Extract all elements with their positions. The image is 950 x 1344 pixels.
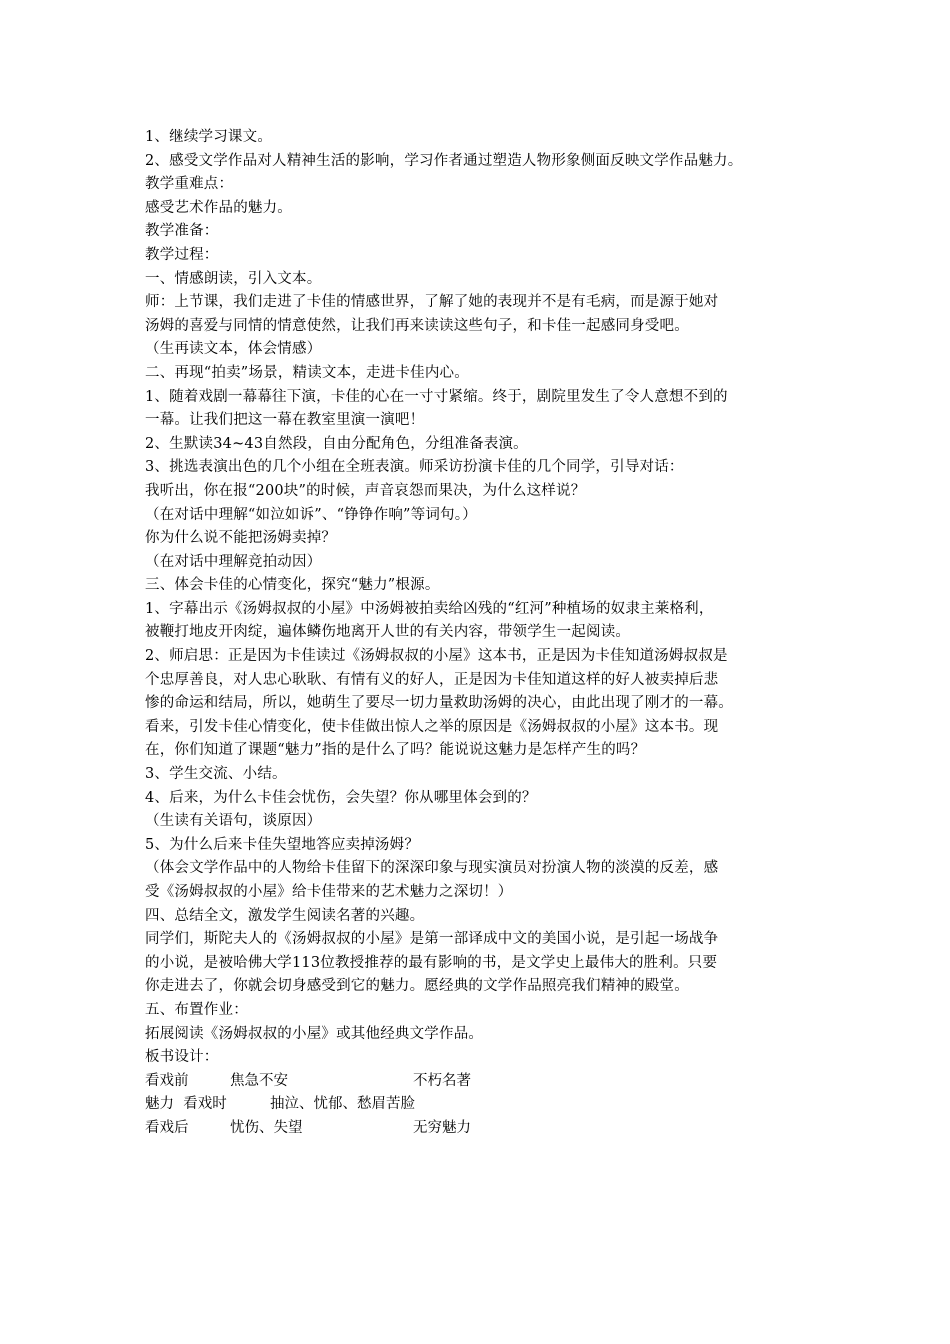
board-cell: 魅力 看戏时 [145, 1096, 227, 1113]
paragraph-line: （生再读文本，体会情感） [145, 341, 322, 358]
paragraph-line: 2、生默读34~43自然段，自由分配角色，分组准备表演。 [145, 435, 528, 452]
board-cell: 焦急不安 [230, 1072, 288, 1089]
paragraph-line: 5、为什么后来卡佳失望地答应卖掉汤姆？ [145, 836, 420, 853]
heading-preparation: 教学准备： [145, 223, 219, 240]
paragraph-line: 个忠厚善良，对人忠心耿耿、有情有义的好人，正是因为卡佳知道这样的好人被卖掉后悲 [145, 671, 719, 688]
paragraph-line: 汤姆的喜爱与同情的情意使然，让我们再来读读这些句子，和卡佳一起感同身受吧。 [145, 317, 689, 334]
section-2-title: 二、再现“拍卖”场景，精读文本，走进卡佳内心。 [145, 364, 469, 381]
paragraph-line: 一幕。让我们把这一幕在教室里演一演吧！ [145, 412, 425, 429]
board-row-1 [145, 1070, 825, 1094]
paragraph-line: 3、学生交流、小结。 [145, 766, 287, 783]
paragraph-line: 拓展阅读《汤姆叔叔的小屋》或其他经典文学作品。 [145, 1025, 484, 1042]
paragraph-line: 同学们，斯陀夫人的《汤姆叔叔的小屋》是第一部译成中文的美国小说，是引起一场战争 [145, 931, 719, 948]
paragraph-line: 4、后来，为什么卡佳会忧伤，会失望？你从哪里体会到的？ [145, 789, 537, 806]
board-row-3 [145, 1117, 825, 1141]
board-row-2 [145, 1093, 825, 1117]
board-cell: 忧伤、失望 [230, 1119, 303, 1136]
paragraph-line: 看来，引发卡佳心情变化，使卡佳做出惊人之举的原因是《汤姆叔叔的小屋》这本书。现 [145, 718, 719, 735]
section-3-title: 三、体会卡佳的心情变化，探究“魅力”根源。 [145, 577, 440, 594]
paragraph-line: 师：上节课，我们走进了卡佳的情感世界，了解了她的表现并不是有毛病，而是源于她对 [145, 294, 719, 311]
paragraph-line: 3、挑选表演出色的几个小组在全班表演。师采访扮演卡佳的几个同学，引导对话： [145, 459, 684, 476]
paragraph-line: 2、师启思：正是因为卡佳读过《汤姆叔叔的小屋》这本书，正是因为卡佳知道汤姆叔叔是 [145, 648, 728, 665]
paragraph-line: 1、随着戏剧一幕幕往下演，卡佳的心在一寸寸紧缩。终于，剧院里发生了令人意想不到的 [145, 388, 728, 405]
board-design-heading: 板书设计： [145, 1049, 219, 1066]
objective-1: 1、继续学习课文。 [145, 129, 273, 145]
paragraph-line: 你走进去了，你就会切身感受到它的魅力。愿经典的文学作品照亮我们精神的殿堂。 [145, 978, 689, 995]
paragraph-line: 的小说，是被哈佛大学113位教授推荐的最有影响的书，是文学史上最伟大的胜利。只要 [145, 954, 718, 971]
heading-key-points: 教学重难点： [145, 176, 234, 193]
section-1-title: 一、情感朗读，引入文本。 [145, 270, 322, 287]
document-body [145, 126, 825, 1141]
section-4-title: 四、总结全文，激发学生阅读名著的兴趣。 [145, 907, 425, 924]
paragraph-line: （在对话中理解“如泣如诉”、“铮铮作响”等词句。） [145, 506, 477, 523]
board-cell: 看戏后 [145, 1119, 189, 1136]
objective-2: 2、感受文学作品对人精神生活的影响，学习作者通过塑造人物形象侧面反映文学作品魅力。 [145, 152, 743, 169]
paragraph-line: 我听出，你在报“200块”的时候，声音哀怨而果决，为什么这样说？ [145, 482, 586, 499]
heading-process: 教学过程： [145, 246, 219, 263]
section-5-title: 五、布置作业： [145, 1001, 248, 1018]
paragraph-line: （在对话中理解竞拍动因） [145, 553, 322, 570]
paragraph-line: （生读有关语句，谈原因） [145, 813, 322, 830]
key-points-text: 感受艺术作品的魅力。 [145, 199, 292, 216]
board-cell: 抽泣、忧郁、愁眉苦脸 [270, 1096, 415, 1113]
paragraph-line: （体会文学作品中的人物给卡佳留下的深深印象与现实演员对扮演人物的淡漠的反差，感 [145, 860, 719, 877]
board-cell: 看戏前 [145, 1072, 189, 1089]
paragraph-line: 1、字幕出示《汤姆叔叔的小屋》中汤姆被拍卖给凶残的“红河”种植场的奴隶主莱格利， [145, 600, 714, 617]
paragraph-line: 受《汤姆叔叔的小屋》给卡佳带来的艺术魅力之深切！） [145, 884, 513, 900]
paragraph-line: 在，你们知道了课题“魅力”指的是什么了吗？能说说这魅力是怎样产生的吗？ [145, 742, 646, 759]
paragraph-line: 你为什么说不能把汤姆卖掉？ [145, 530, 337, 547]
board-cell: 无穷魅力 [413, 1119, 471, 1136]
board-cell: 不朽名著 [413, 1072, 471, 1089]
paragraph-line: 惨的命运和结局，所以，她萌生了要尽一切力量救助汤姆的决心，由此出现了刚才的一幕。 [145, 695, 733, 712]
paragraph-line: 被鞭打地皮开肉绽，遍体鳞伤地离开人世的有关内容，带领学生一起阅读。 [145, 624, 631, 641]
